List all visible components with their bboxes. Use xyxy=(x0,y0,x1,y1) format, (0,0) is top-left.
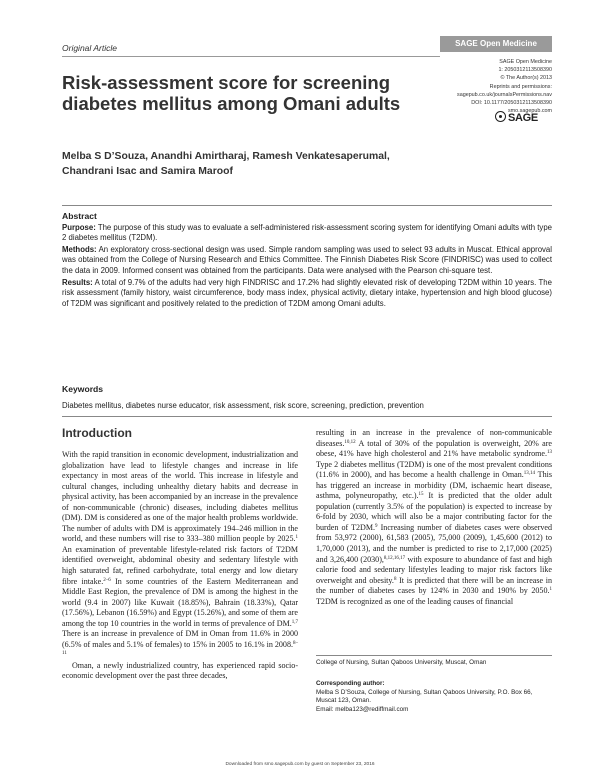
intro-heading: Introduction xyxy=(62,426,132,440)
affiliation-rule xyxy=(316,655,552,656)
citation-ref[interactable]: 1 xyxy=(549,587,552,593)
body-text: Type 2 diabetes mellitus (T2DM) is one of the most prevalent conditions (11.6% in 2000), and has become a health challenge in Oman. xyxy=(316,459,552,480)
intro-rule xyxy=(62,416,552,417)
citation-ref[interactable]: 15 xyxy=(418,492,424,498)
body-text: There is an increase in prevalence of DM in Oman from 11.6% in 2000 (6.5% of males and 5.1% of females) to 15% in 2005 to 16.1% in 2008. xyxy=(62,629,298,649)
sage-logo xyxy=(495,111,538,124)
body-text: This has triggered an increase in morbidity (DM, ischaemic heart disease, asthma, polyneuropathy, etc.). xyxy=(316,470,552,501)
corresponding-author-heading: Corresponding author: xyxy=(316,680,385,687)
purpose-label: Purpose: xyxy=(62,222,96,232)
meta-line: 1: 2050312113508390 xyxy=(498,67,552,74)
citation-ref[interactable]: 8 xyxy=(393,576,397,582)
citation-ref[interactable]: 13,14 xyxy=(523,471,535,477)
keywords-text: Diabetes mellitus, diabetes nurse educator, risk assessment, risk score, screening, prediction, prevention xyxy=(62,401,424,410)
body-text: A total of 30% of the population is overweight, 20% are obese, 41% have high cholesterol and 21% have metabolic syndrome. xyxy=(316,438,552,459)
article-title: Risk-assessment score for screening diabetes mellitus among Omani adults xyxy=(62,72,401,114)
sage-logo-text: SAGE xyxy=(508,112,538,124)
left-column xyxy=(62,450,298,682)
results-text: A total of 9.7% of the adults had very high FINDRISC and 17.2% had slightly elevated risk of developing T2DM within 10 years. The risk assessment (family history, waist circumference, body mass index, physical activity, dietary intake, hypertension and high blood glucose) of T2DM was significant and positively related to the prediction of T2DM among Omani adults. xyxy=(62,277,552,308)
body-text: With the rapid transition in economic development, industrialization and globalization have lead to lifestyle changes and increase in life expectancy in most areas of the world. This increase in lifestyle and cultural changes, including unhealthy dietary habits and decrease in physical activity, has been accompanied by an increase in the prevalence of non-communicable (chronic) diseases, including diabetes mellitus (DM). DM is considered as one of the major health problems worldwide. The number of adults with DM is approximately 194–246 million in the world, and these numbers will rise to 333–380 million people by 2025. xyxy=(62,450,298,544)
download-footer xyxy=(0,762,600,767)
abstract-results xyxy=(62,278,552,310)
article-type-label: Original Article xyxy=(62,43,117,53)
body-text: An examination of preventable lifestyle-related risk factors of T2DM identified overweight, abdominal obesity and sedentary lifestyle with high saturated fat, refined carbohydrate, total energy and low dietary fibre intake. xyxy=(62,544,298,586)
sage-logo-icon xyxy=(495,111,506,122)
purpose-text: The purpose of this study was to evaluate a self-administered risk-assessment scoring system for identifying Omani adults with type 2 diabetes mellitus (T2DM). xyxy=(62,222,552,243)
citation-ref[interactable]: 10,12 xyxy=(344,439,356,445)
body-text: T2DM is recognized as one of the leading causes of financial xyxy=(316,596,514,606)
meta-doi: DOI: 10.1177/2050312113508390 xyxy=(471,100,552,107)
abstract-methods xyxy=(62,245,552,277)
publication-meta xyxy=(430,58,552,115)
author-line: Melba S D’Souza, Anandhi Amirtharaj, Ramesh Venkatesaperumal, xyxy=(62,151,390,162)
footer-text: by guest on September 23, 2016 xyxy=(303,762,375,767)
meta-line: © The Author(s) 2013 xyxy=(500,75,552,82)
keywords-heading: Keywords xyxy=(62,384,104,394)
body-text: It is predicted that there will be an increase in the number of diabetes cases by 124% in 2030 and 190% by 2050. xyxy=(316,575,553,596)
footer-text: Downloaded from xyxy=(225,762,265,767)
citation-ref[interactable]: 13 xyxy=(547,450,552,456)
journal-name-tab: SAGE Open Medicine xyxy=(440,36,552,52)
intro-paragraph: Oman, a newly industrialized country, has experienced rapid socio-economic development over the past three decades, xyxy=(62,660,298,681)
right-column xyxy=(316,428,552,607)
citation-ref[interactable]: 8,12,16,17 xyxy=(383,555,406,561)
author-list xyxy=(62,149,462,179)
affiliation: College of Nursing, Sultan Qaboos University, Muscat, Oman xyxy=(316,659,487,666)
header-rule xyxy=(62,56,440,57)
body-text: resulting in an increase in the prevalence of non-communicable diseases. xyxy=(316,428,552,448)
abstract-section xyxy=(62,205,552,360)
meta-line: Reprints and permissions: xyxy=(489,83,552,90)
meta-site-link[interactable]: smo.sagepub.com xyxy=(507,108,552,115)
methods-text: An exploratory cross-sectional design was used. Simple random sampling was used to select 93 adults in Muscat. Ethical approval was obtained from the College of Nursing Research and Ethics Committee. The Finnish Diabetes Risk Score (FINDRISC) was used to collect the data in 2009. Informed consent was obtained from the participants. Data were analysed with the Pearson chi-square test. xyxy=(62,244,552,275)
abstract-heading: Abstract xyxy=(62,211,97,221)
abstract-purpose xyxy=(62,223,552,244)
meta-permissions-link[interactable]: sagepub.co.uk/journalsPermissions.nav xyxy=(457,91,552,98)
citation-ref[interactable]: 9 xyxy=(375,523,378,529)
footer-site-link[interactable]: smo.sagepub.com xyxy=(264,762,304,767)
methods-label: Methods: xyxy=(62,244,97,254)
meta-line: SAGE Open Medicine xyxy=(499,59,552,65)
body-text: Increasing number of diabetes cases were observed from 53,972 (2000), 61,583 (2005), 75,000 (2009), 1,45,600 (2012) to 1,70,000 (2013), and the number is predicted to rise to 2,17,000 (2025) and 3,26,400 (2030), xyxy=(316,522,553,564)
corresponding-author-email[interactable]: Email: melba123@rediffmail.com xyxy=(316,705,409,713)
intro-paragraph xyxy=(62,450,298,661)
citation-ref[interactable]: 2–6 xyxy=(103,577,111,583)
body-text: In some countries of the Eastern Mediterranean and Middle East Region, the prevalence of DM is among the highest in the world (9.4 in 2007) like Kuwait (18.85%), Bahrain (18.33%), Qatar (17.56%), Lebanon (16.59%) and Egypt (15.26%), and some of them are among the top 10 countries in the world in terms of prevalence of DM. xyxy=(62,576,298,628)
citation-ref[interactable]: 1,7 xyxy=(291,619,298,625)
body-text: with exposure to abundance of fast and high calorie food and sedentary lifestyles leading to major risk factors like overweight and obesity. xyxy=(316,554,553,585)
author-line: Chandrani Isac and Samira Maroof xyxy=(62,166,233,177)
corresponding-author xyxy=(316,680,552,714)
citation-ref[interactable]: 1 xyxy=(295,535,298,541)
intro-paragraph xyxy=(316,428,552,607)
body-text: It is predicted that the older adult population (currently 3.5% of the population) is expected to increase by 6-fold by 2030, which will also be a major contributing factor for the burden of T2DM. xyxy=(316,491,553,532)
citation-ref[interactable]: 8–11 xyxy=(62,640,298,657)
corresponding-author-address: Melba S D’Souza, College of Nursing, Sultan Qaboos University, P.O. Box 66, Muscat 123, Oman. xyxy=(316,688,533,705)
results-label: Results: xyxy=(62,277,93,287)
